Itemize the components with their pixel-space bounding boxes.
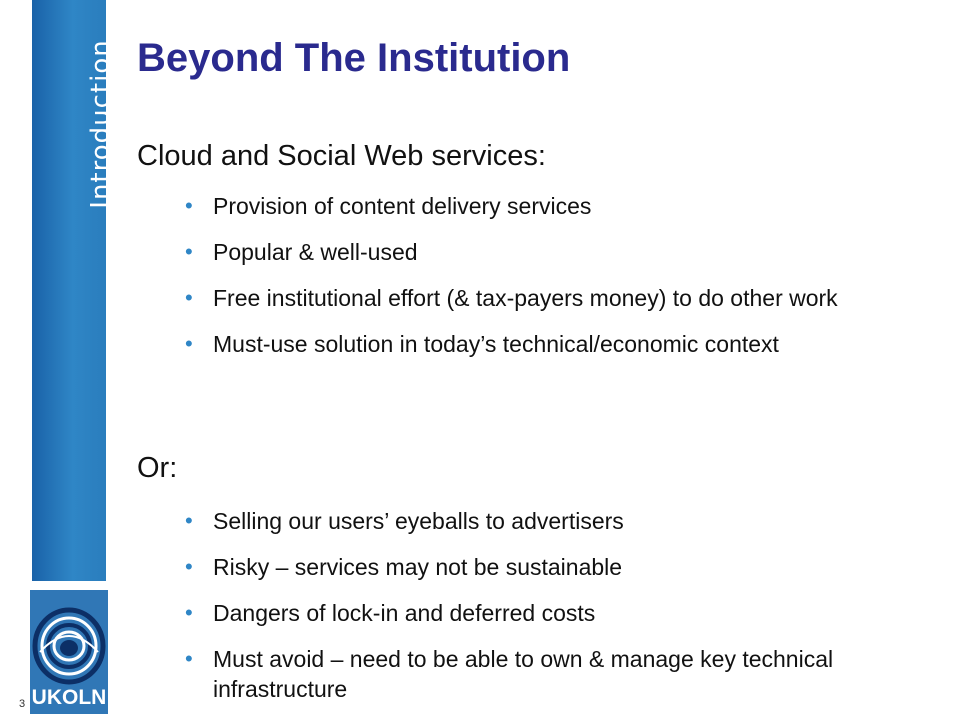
page-number: 3 [19,698,26,710]
bullet-list-or [185,506,905,720]
bullet-icon: • [185,554,193,579]
bullet-icon: • [185,600,193,625]
ukoln-logo [30,590,108,714]
bullet-text: Must avoid – need to be able to own & manage key technical infrastructure [213,646,834,702]
list-item [185,191,905,221]
bullet-icon: • [185,193,193,218]
bullet-text: Risky – services may not be sustainable [213,554,623,580]
bullet-icon: • [185,285,193,310]
bullet-text: Must-use solution in today’s technical/economic context [213,331,779,357]
section-label: Introduction [86,39,116,209]
section-sidebar [32,0,116,581]
list-item [185,644,905,704]
list-item [185,506,905,536]
bullet-icon: • [185,331,193,356]
list-item [185,237,905,267]
section-heading-or: Or: [137,452,178,484]
bullet-icon: • [185,508,193,533]
list-item [185,283,905,313]
bullet-text: Dangers of lock-in and deferred costs [213,600,596,626]
list-item [185,329,905,359]
section-heading-cloud: Cloud and Social Web services: [137,140,546,172]
bullet-icon: • [185,239,193,264]
bullet-text: Provision of content delivery services [213,193,592,219]
bullet-icon: • [185,646,193,671]
logo-text: UKOLN [31,686,107,709]
list-item [185,598,905,628]
bullet-text: Free institutional effort (& tax-payers money) to do other work [213,285,838,311]
bullet-text: Selling our users’ eyeballs to advertisers [213,508,624,534]
bullet-list-cloud [185,191,905,375]
bullet-text: Popular & well-used [213,239,418,265]
list-item [185,552,905,582]
slide-title: Beyond The Institution [137,36,571,80]
